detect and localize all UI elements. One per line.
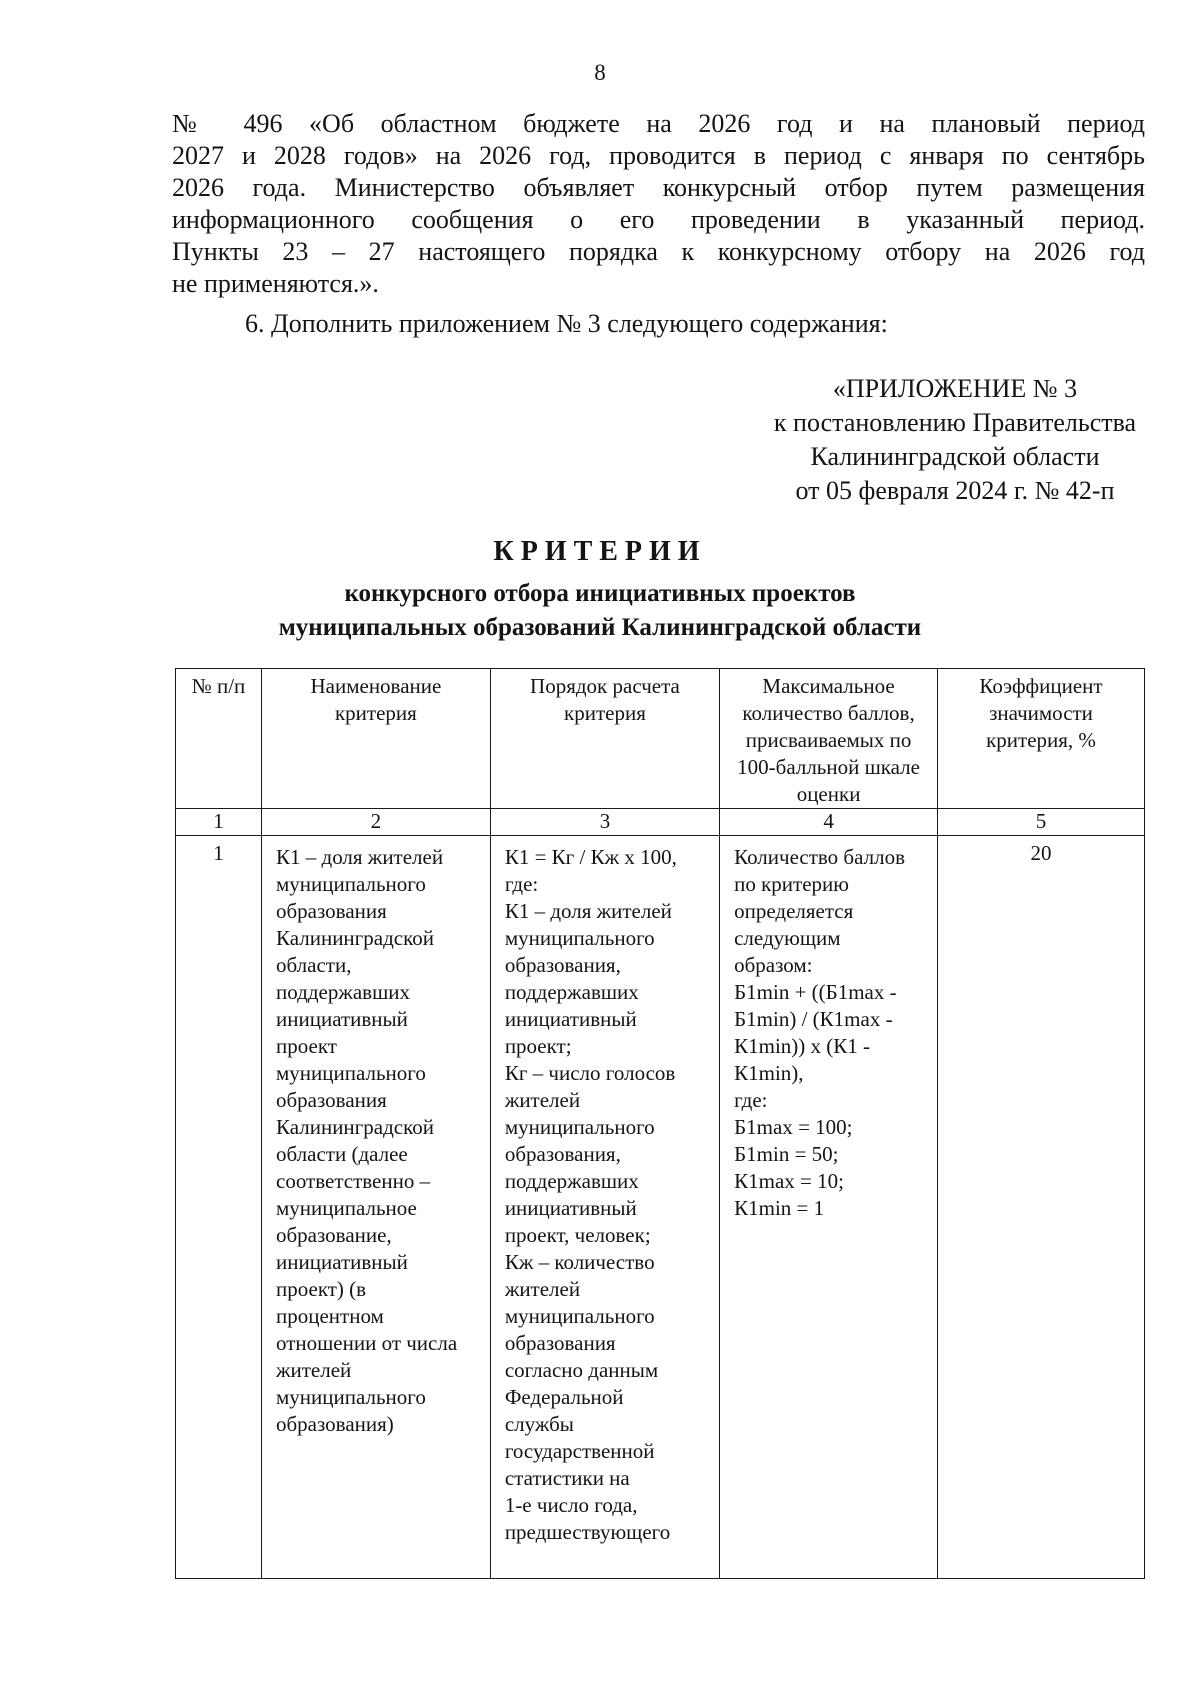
calculation-line: службы bbox=[504, 1412, 574, 1436]
header-text: Коэффициент bbox=[979, 674, 1103, 698]
criterion-name-line: жителей bbox=[276, 1358, 352, 1382]
header-text: значимости bbox=[989, 701, 1093, 725]
header-text: Максимальное bbox=[762, 674, 895, 698]
criterion-name-line: отношении от числа bbox=[276, 1331, 458, 1355]
header-text: количество баллов, bbox=[742, 701, 915, 725]
header-text: критерия, % bbox=[986, 728, 1096, 752]
criterion-name-line: поддержавших bbox=[276, 980, 410, 1004]
column-number: 5 bbox=[938, 809, 1145, 836]
criterion-name-line: инициативный bbox=[276, 1007, 408, 1031]
criteria-subtitle: конкурсного отбора инициативных проектов bbox=[344, 580, 856, 607]
appendix-title: «ПРИЛОЖЕНИЕ № 3 bbox=[832, 374, 1078, 403]
table-header-row bbox=[176, 669, 1145, 809]
criteria-subtitle: муниципальных образований Калининградской области bbox=[278, 614, 922, 641]
weight-value: 20 bbox=[1030, 841, 1052, 865]
score-formula-line: Количество баллов bbox=[734, 845, 906, 869]
column-number: 4 bbox=[720, 809, 938, 836]
calculation-text bbox=[491, 836, 719, 1546]
score-formula-line: К1max = 10; bbox=[734, 1169, 844, 1193]
column-number: 1 bbox=[176, 809, 262, 836]
criterion-name-line: области (далее bbox=[276, 1142, 408, 1166]
calculation-line: где: bbox=[504, 872, 539, 896]
page-number: 8 bbox=[594, 60, 606, 85]
score-formula-line: по критерию bbox=[734, 872, 849, 896]
criterion-name-line: муниципального bbox=[276, 1385, 426, 1409]
max-score-cell bbox=[720, 836, 938, 1579]
column-number-row bbox=[176, 809, 1145, 836]
criterion-name-line: инициативный bbox=[276, 1250, 408, 1274]
calculation-line: согласно данным bbox=[504, 1358, 659, 1382]
calculation-line: образования, bbox=[504, 953, 621, 977]
header-text: оценки bbox=[796, 782, 861, 806]
calculation-cell bbox=[490, 836, 719, 1579]
table-row bbox=[176, 836, 1145, 1579]
header-text: Наименование bbox=[310, 674, 442, 698]
criterion-name-line: К1 – доля жителей bbox=[276, 845, 444, 869]
calculation-line: муниципального bbox=[504, 926, 655, 950]
appendix-line: к постановлению Правительства bbox=[773, 408, 1137, 437]
score-formula-line: Б1min = 50; bbox=[734, 1142, 839, 1166]
criterion-name-line: Калининградской bbox=[276, 926, 434, 950]
calculation-line: проект, человек; bbox=[504, 1223, 651, 1247]
row-number: 1 bbox=[213, 841, 224, 865]
appendix-line: Калининградской области bbox=[810, 442, 1100, 471]
calculation-line: проект; bbox=[504, 1034, 572, 1058]
criterion-name-line: соответственно – bbox=[276, 1169, 431, 1193]
criterion-name-line: образования) bbox=[276, 1412, 394, 1436]
paragraph-line: не применяются.». bbox=[172, 269, 379, 298]
header-cell bbox=[490, 669, 719, 809]
calculation-line: жителей bbox=[504, 1277, 581, 1301]
calculation-line: К1 = Кг / Кж х 100, bbox=[504, 845, 677, 869]
weight-cell bbox=[938, 836, 1145, 1579]
calculation-line: жителей bbox=[504, 1088, 581, 1112]
calculation-line: государственной bbox=[504, 1439, 655, 1463]
calculation-line: Кж – количество bbox=[504, 1250, 655, 1274]
max-score-text bbox=[720, 836, 937, 1222]
calculation-line: образования bbox=[504, 1331, 616, 1355]
calculation-line: Кг – число голосов bbox=[504, 1061, 676, 1085]
header-cell bbox=[938, 669, 1145, 809]
header-text: 100-балльной шкале bbox=[737, 755, 920, 779]
calculation-line: К1 – доля жителей bbox=[504, 899, 672, 923]
score-formula-line: К1min)) х (К1 - bbox=[734, 1034, 871, 1058]
calculation-line: инициативный bbox=[504, 1007, 637, 1031]
calculation-line: предшествующего bbox=[504, 1520, 671, 1544]
score-formula-line: образом: bbox=[734, 953, 813, 977]
column-number: 3 bbox=[490, 809, 719, 836]
column-number: 2 bbox=[262, 809, 491, 836]
score-formula-line: Б1min) / (К1max - bbox=[734, 1007, 893, 1031]
item-6-text: 6. Дополнить приложением № 3 следующего содержания: bbox=[245, 309, 888, 338]
criterion-name-line: муниципального bbox=[276, 872, 426, 896]
header-text: присваиваемых по bbox=[745, 728, 912, 752]
criterion-name-line: муниципальное bbox=[276, 1196, 417, 1220]
criteria-title: КРИТЕРИИ bbox=[493, 536, 707, 567]
paragraph-line: информационного сообщения о его проведении в указанный период. bbox=[172, 205, 1145, 234]
criteria-table bbox=[175, 668, 1145, 1579]
paragraph-line: 2027 и 2028 годов» на 2026 год, проводится в период с января по сентябрь bbox=[172, 141, 1145, 170]
header-text: критерия bbox=[564, 701, 646, 725]
header-text: критерия bbox=[334, 701, 417, 725]
criterion-name-line: образования bbox=[276, 1088, 387, 1112]
appendix-date: от 05 февраля 2024 г. № 42-п bbox=[795, 476, 1115, 505]
paragraph-line: 2026 года. Министерство объявляет конкурсный отбор путем размещения bbox=[172, 173, 1145, 202]
calculation-line: 1-е число года, bbox=[504, 1493, 638, 1517]
header-text: Порядок расчета bbox=[530, 674, 680, 698]
criterion-name-line: процентном bbox=[276, 1304, 384, 1328]
criterion-name-line: проект) (в bbox=[276, 1277, 367, 1301]
calculation-line: муниципального bbox=[504, 1304, 655, 1328]
criterion-name-line: муниципального bbox=[276, 1061, 426, 1085]
paragraph-line: № 496 «Об областном бюджете на 2026 год и на плановый период bbox=[172, 109, 1145, 138]
calculation-line: поддержавших bbox=[504, 1169, 639, 1193]
criterion-name-line: образования bbox=[276, 899, 387, 923]
calculation-line: муниципального bbox=[504, 1115, 655, 1139]
score-formula-line: К1min = 1 bbox=[734, 1196, 825, 1220]
header-cell bbox=[720, 669, 938, 809]
score-formula-line: определяется bbox=[734, 899, 854, 923]
calculation-line: поддержавших bbox=[504, 980, 639, 1004]
header-text: № п/п bbox=[191, 674, 246, 698]
criterion-name-line: области, bbox=[276, 953, 352, 977]
paragraph-line: Пункты 23 – 27 настоящего порядка к конкурсному отбору на 2026 год bbox=[172, 237, 1145, 266]
score-formula-line: Б1max = 100; bbox=[734, 1115, 853, 1139]
calculation-line: статистики на bbox=[504, 1466, 630, 1490]
header-cell bbox=[176, 669, 262, 809]
criterion-name-line: образование, bbox=[276, 1223, 392, 1247]
criterion-name-cell bbox=[262, 836, 491, 1579]
appendix-header bbox=[700, 372, 1200, 508]
score-formula-line: К1min), bbox=[734, 1061, 804, 1085]
criterion-name-line: проект bbox=[276, 1034, 337, 1058]
score-formula-line: следующим bbox=[734, 926, 841, 950]
score-formula-line: где: bbox=[734, 1088, 768, 1112]
criterion-name bbox=[262, 836, 490, 1438]
calculation-line: образования, bbox=[504, 1142, 621, 1166]
row-number-cell bbox=[176, 836, 262, 1579]
calculation-line: инициативный bbox=[504, 1196, 637, 1220]
header-cell bbox=[262, 669, 491, 809]
criterion-name-line: Калининградской bbox=[276, 1115, 434, 1139]
calculation-line: Федеральной bbox=[504, 1385, 624, 1409]
score-formula-line: Б1min + ((Б1max - bbox=[734, 980, 897, 1004]
